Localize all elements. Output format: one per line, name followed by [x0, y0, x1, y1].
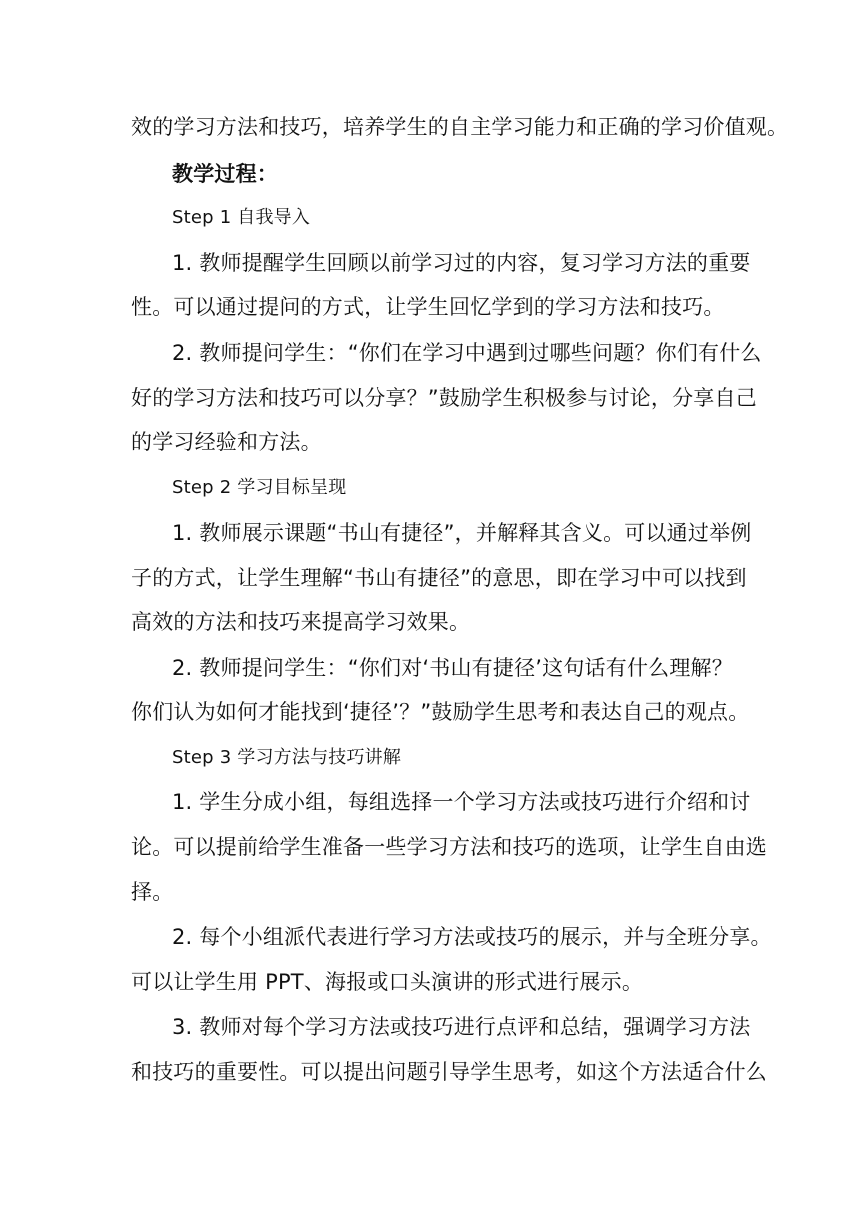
step-2-item-1-line-3: 高效的方法和技巧来提高学习效果。 — [131, 610, 471, 634]
step-1-item-2-line-3: 的学习经验和方法。 — [131, 430, 322, 454]
step-1-item-1-line-2: 性。可以通过提问的方式，让学生回忆学到的学习方法和技巧。 — [131, 295, 725, 319]
section-heading: 教学过程： — [172, 162, 278, 186]
step-3-item-1-line-2: 论。可以提前给学生准备一些学习方法和技巧的选项，让学生自由选 — [131, 835, 767, 859]
step-3-item-1-line-3: 择。 — [131, 880, 174, 904]
step-1-item-2-line-2: 好的学习方法和技巧可以分享？”鼓励学生积极参与讨论，分享自己 — [131, 386, 757, 410]
step-3-heading: Step 3 学习方法与技巧讲解 — [172, 747, 402, 768]
step-2-item-1-line-2: 子的方式，让学生理解“书山有捷径”的意思，即在学习中可以找到 — [131, 566, 747, 590]
paragraph-continuation: 效的学习方法和技巧，培养学生的自主学习能力和正确的学习价值观。 — [131, 115, 789, 139]
step-2-item-1-line-1: 1. 教师展示课题“书山有捷径”，并解释其含义。可以通过举例 — [172, 521, 752, 545]
step-2-item-2-line-2: 你们认为如何才能找到‘捷径’？”鼓励学生思考和表达自己的观点。 — [131, 700, 750, 724]
step-1-item-2-line-1: 2. 教师提问学生：“你们在学习中遇到过哪些问题？你们有什么 — [172, 341, 762, 365]
step-3-item-1-line-1: 1. 学生分成小组，每组选择一个学习方法或技巧进行介绍和讨 — [172, 790, 751, 814]
step-3-item-2-line-1: 2. 每个小组派代表进行学习方法或技巧的展示，并与全班分享。 — [172, 925, 772, 949]
step-1-heading: Step 1 自我导入 — [172, 207, 311, 228]
step-1-item-1-line-1: 1. 教师提醒学生回顾以前学习过的内容，复习学习方法的重要 — [172, 251, 751, 275]
step-2-heading: Step 2 学习目标呈现 — [172, 477, 347, 498]
step-3-item-3-line-1: 3. 教师对每个学习方法或技巧进行点评和总结，强调学习方法 — [172, 1015, 751, 1039]
step-3-item-2-line-2: 可以让学生用 PPT、海报或口头演讲的形式进行展示。 — [131, 970, 644, 994]
step-2-item-2-line-1: 2. 教师提问学生：“你们对‘书山有捷径’这句话有什么理解？ — [172, 656, 733, 680]
step-3-item-3-line-2: 和技巧的重要性。可以提出问题引导学生思考，如这个方法适合什么 — [131, 1060, 767, 1084]
